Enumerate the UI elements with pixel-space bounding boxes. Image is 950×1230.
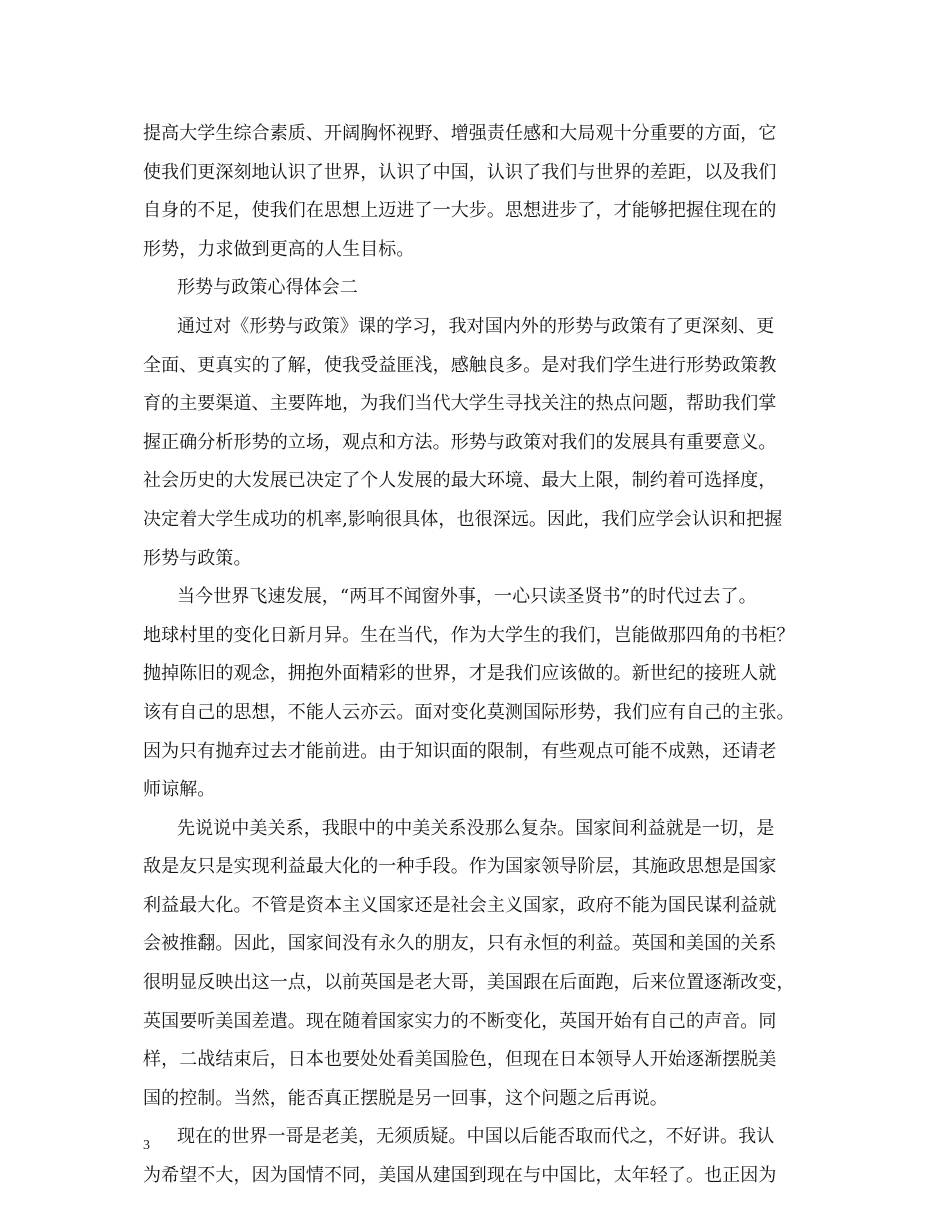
text-line: 样，二战结束后，日本也要处处看美国脸色，但现在日本领导人开始逐渐摆脱美 (143, 1049, 777, 1071)
text-line: 自身的不足，使我们在思想上迈进了一大步。思想进步了，才能够把握住现在的 (143, 200, 777, 222)
text-line: 现在的世界一哥是老美，无须质疑。中国以后能否取而代之，不好讲。我认 (177, 1126, 775, 1148)
text-line: 当今世界飞速发展，“两耳不闻窗外事，一心只读圣贤书”的时代过去了。 (177, 586, 757, 608)
text-line: 使我们更深刻地认识了世界，认识了中国，认识了我们与世界的差距，以及我们 (143, 161, 777, 183)
text-line: 先说说中美关系，我眼中的中美关系没那么复杂。国家间利益就是一切，是 (177, 817, 775, 839)
page-number: 3 (143, 1138, 150, 1153)
text-line: 社会历史的大发展已决定了个人发展的最大环境、最大上限，制约着可选择度， (143, 470, 777, 492)
text-line: 握正确分析形势的立场，观点和方法。形势与政策对我们的发展具有重要意义。 (143, 431, 777, 453)
text-line: 会被推翻。因此，国家间没有永久的朋友，只有永恒的利益。英国和美国的关系 (143, 933, 777, 955)
text-line: 抛掉陈旧的观念，拥抱外面精彩的世界，才是我们应该做的。新世纪的接班人就 (143, 663, 777, 685)
text-line: 该有自己的思想，不能人云亦云。面对变化莫测国际形势，我们应有自己的主张。 (143, 701, 795, 723)
text-line: 敌是友只是实现利益最大化的一种手段。作为国家领导阶层，其施政思想是国家 (143, 856, 777, 878)
text-line: 育的主要渠道、主要阵地，为我们当代大学生寻找关注的热点问题，帮助我们掌 (143, 393, 777, 415)
text-line: 很明显反映出这一点，以前英国是老大哥，美国跟在后面跑，后来位置逐渐改变， (143, 972, 795, 994)
text-line: 为希望不大，因为国情不同，美国从建国到现在与中国比，太年轻了。也正因为 (143, 1165, 777, 1187)
text-line: 英国要听美国差遣。现在随着国家实力的不断变化，英国开始有自己的声音。同 (143, 1010, 777, 1032)
text-line: 因为只有抛弃过去才能前进。由于知识面的限制，有些观点可能不成熟，还请老 (143, 740, 777, 762)
text-line: 形势与政策。 (143, 547, 252, 569)
text-line: 地球村里的变化日新月异。生在当代，作为大学生的我们，岂能做那四角的书柜？ (143, 624, 795, 646)
text-line: 利益最大化。不管是资本主义国家还是社会主义国家，政府不能为国民谋利益就 (143, 894, 777, 916)
text-line: 通过对《形势与政策》课的学习，我对国内外的形势与政策有了更深刻、更 (177, 315, 775, 337)
text-line: 师谅解。 (143, 779, 216, 801)
text-line: 形势与政策心得体会二 (177, 277, 358, 299)
text-line: 全面、更真实的了解，使我受益匪浅，感触良多。是对我们学生进行形势政策教 (143, 354, 777, 376)
document-body (143, 115, 823, 1196)
text-line: 形势，力求做到更高的人生目标。 (143, 238, 415, 260)
text-line: 决定着大学生成功的机率,影响很具体，也很深远。因此，我们应学会认识和把握 (143, 508, 783, 530)
text-line: 国的控制。当然，能否真正摆脱是另一回事，这个问题之后再说。 (143, 1087, 668, 1109)
text-line: 提高大学生综合素质、开阔胸怀视野、增强责任感和大局观十分重要的方面，它 (143, 123, 777, 144)
